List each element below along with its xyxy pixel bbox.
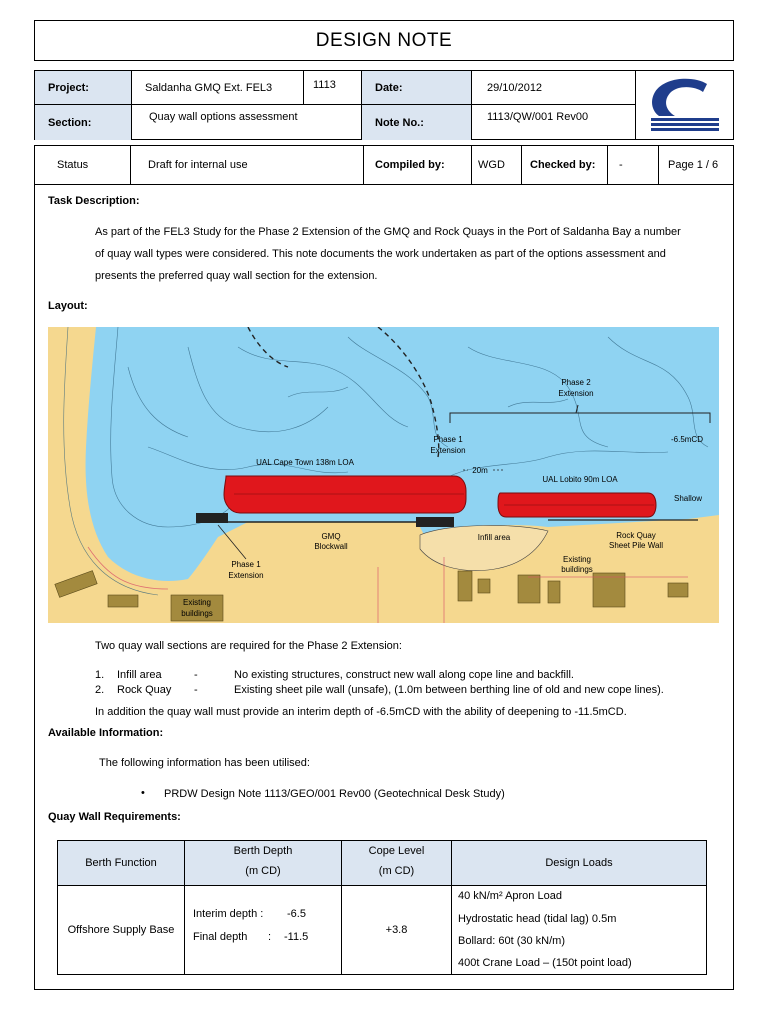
list-item-dash: -: [194, 669, 198, 681]
load-item: 400t Crane Load – (150t point load): [458, 957, 632, 969]
document-title: DESIGN NOTE: [34, 20, 734, 61]
task-heading: Task Description:: [48, 195, 140, 207]
map-label-existing-2: Existing: [182, 598, 212, 607]
status-value: Draft for internal use: [131, 146, 364, 184]
list-item-name: Infill area: [117, 669, 162, 681]
sections-addition: In addition the quay wall must provide an interim depth of -6.5mCD with the ability of deepening to -11.5mCD.: [95, 706, 627, 718]
map-label-buildings-2: buildings: [181, 609, 213, 618]
list-item-dash: -: [194, 684, 198, 696]
load-item: 40 kN/m² Apron Load: [458, 890, 562, 902]
col-header-function: [58, 841, 185, 886]
final-value: -11.5: [284, 931, 309, 943]
list-item-number: 2.: [95, 684, 105, 696]
task-line-3: presents the preferred quay wall section for the extension.: [95, 270, 378, 282]
logo-icon: [645, 76, 725, 134]
requirements-table: [57, 840, 707, 975]
col-header-cope-text: Cope Level: [368, 845, 425, 857]
map-label-buildings: buildings: [561, 565, 593, 574]
project-value: Saldanha GMQ Ext. FEL3: [132, 71, 304, 105]
map-label-lobito: UAL Lobito 90m LOA: [542, 475, 618, 484]
cell-loads: [452, 886, 706, 974]
map-label-infill: Infill area: [477, 533, 511, 542]
map-label-existing: Existing: [562, 555, 592, 564]
date-value: 29/10/2012: [472, 71, 636, 105]
list-item-desc: No existing structures, construct new wall along cope line and backfill.: [234, 669, 574, 681]
section-value: Quay wall options assessment: [132, 105, 362, 140]
list-item-number: 1.: [95, 669, 105, 681]
col-header-cope-unit: (m CD): [378, 865, 415, 877]
col-header-depth-text: Berth Depth: [233, 845, 293, 857]
available-heading: Available Information:: [48, 727, 164, 739]
map-label-cape-town: UAL Cape Town 138m LOA: [256, 458, 354, 467]
checked-label: Checked by:: [522, 146, 608, 184]
final-colon: :: [268, 931, 272, 943]
load-item: Hydrostatic head (tidal lag) 0.5m: [458, 913, 617, 925]
compiled-label: Compiled by:: [364, 146, 472, 184]
section-label: Section:: [35, 105, 132, 140]
note-value: 1113/QW/001 Rev00: [472, 105, 636, 140]
map-label-depth: -6.5mCD: [670, 435, 703, 444]
map-label-gmq: GMQ: [321, 532, 341, 541]
status-label: Status: [35, 146, 131, 184]
header-table: [34, 70, 734, 140]
task-line-2: of quay wall types were considered. This note documents the work undertaken as part of the options assessment and: [95, 248, 666, 260]
list-item-desc: Existing sheet pile wall (unsafe), (1.0m between berthing line of old and new cope lines).: [234, 684, 664, 696]
load-item: Bollard: 60t (30 kN/m): [458, 935, 565, 947]
layout-map: [48, 327, 719, 623]
date-label: Date:: [362, 71, 472, 105]
col-header-loads: [452, 841, 706, 886]
list-item-name: Rock Quay: [117, 684, 172, 696]
map-label-phase2: Phase 2: [561, 378, 591, 387]
compiled-value: WGD: [472, 146, 522, 184]
map-label-phase1-ext-bottom: Extension: [228, 571, 264, 580]
checked-value: -: [608, 146, 659, 184]
col-header-loads-text: Design Loads: [545, 857, 613, 869]
cell-depth: [185, 886, 342, 974]
cell-cope: +3.8: [342, 886, 452, 974]
map-label-20m: 20m: [472, 466, 488, 475]
available-item: PRDW Design Note 1113/GEO/001 Rev00 (Geotechnical Desk Study): [164, 788, 505, 800]
list-item: [95, 669, 574, 684]
col-header-function-text: Berth Function: [85, 857, 157, 869]
map-label-rock-quay: Rock Quay: [616, 531, 656, 540]
map-label-phase1: Phase 1: [433, 435, 463, 444]
project-label: Project:: [35, 71, 132, 105]
sections-intro: Two quay wall sections are required for the Phase 2 Extension:: [95, 640, 402, 652]
col-header-depth: [185, 841, 342, 886]
requirements-heading: Quay Wall Requirements:: [48, 811, 181, 823]
col-header-cope: [342, 841, 452, 886]
project-number: 1113: [304, 71, 362, 105]
cell-function: Offshore Supply Base: [58, 886, 185, 974]
interim-value: -6.5: [287, 908, 306, 920]
list-item: [95, 684, 664, 699]
task-line-1: As part of the FEL3 Study for the Phase 2 Extension of the GMQ and Rock Quays in the Port of Saldanha Bay a number: [95, 226, 681, 238]
layout-heading: Layout:: [48, 300, 88, 312]
interim-label: Interim depth :: [193, 908, 264, 920]
map-label-phase1-ext: Extension: [430, 446, 466, 455]
map-label-shallow: Shallow: [673, 494, 703, 503]
status-row: [34, 145, 734, 185]
final-label: Final depth: [193, 931, 248, 943]
map-label-phase2-ext: Extension: [558, 389, 594, 398]
bullet-icon: •: [141, 787, 145, 799]
page-number: Page 1 / 6: [668, 159, 719, 171]
note-label: Note No.:: [362, 105, 472, 140]
map-label-sheet-pile: Sheet Pile Wall: [609, 541, 663, 550]
map-label-blockwall: Blockwall: [314, 542, 348, 551]
available-intro: The following information has been utilised:: [99, 757, 310, 769]
company-logo: [636, 71, 734, 139]
map-label-phase1-bottom: Phase 1: [231, 560, 261, 569]
col-header-depth-unit: (m CD): [245, 865, 281, 877]
